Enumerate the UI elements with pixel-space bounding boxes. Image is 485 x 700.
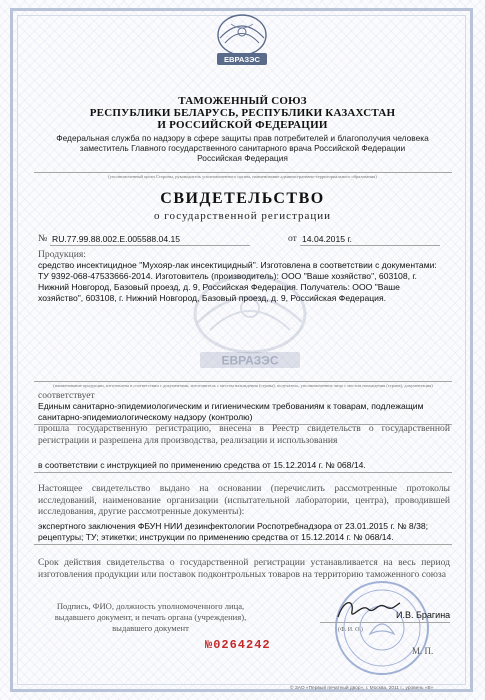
- basis-text: Настоящее свидетельство выдано на основании (перечислить рассмотренные протоколы исследований, наименование организации (испытательной лаборатории, центра), проводившей исследования, другие рассмотренные документы):: [38, 483, 450, 517]
- agency-caption: (уполномоченный орган Стороны, руководитель уполномоченного органа, наименование административно-территориального образования): [108, 174, 377, 179]
- signatory-caption: (Ф. И. О.): [338, 627, 363, 633]
- header-republics: РЕСПУБЛИКИ БЕЛАРУСЬ, РЕСПУБЛИКИ КАЗАХСТАН: [89, 107, 396, 119]
- signatory-name: И.В. Брагина: [396, 610, 451, 620]
- agency-line-2: заместитель Главного государственного санитарного врача Российской Федерации: [79, 143, 406, 153]
- compliance-line-2: санитарно-эпидемиологическому надзору (контролю): [38, 412, 253, 422]
- product-line-3: Нижний Новгород, Базовый проезд, д. 9, Российская Федерация. Получатель: ООО "Ваше: [38, 282, 400, 292]
- eurasec-emblem: [211, 10, 273, 68]
- validity-text: Срок действия свидетельства о государственной регистрации устанавливается на весь период изготовления продукции или поставок подконтрольных товаров на территорию таможенного союза: [38, 557, 450, 580]
- passed-text: прошла государственную регистрацию, внесена в Реестр свидетельств о государственной регистрации и разрешена для производства, реализации и использования: [38, 423, 450, 446]
- seal-place: М. П.: [412, 646, 434, 656]
- watermark-text: ЕВРАЗЭС: [221, 353, 279, 368]
- compliance-line-1: Единым санитарно-эпидемиологическим и гигиеническим требованиям к товарам, подлежащим: [38, 401, 424, 411]
- agency-line-1: Федеральная служба по надзору в сфере защиты прав потребителей и благополучия человека: [56, 133, 429, 143]
- product-line-1: средство инсектицидное "Мухояр-лак инсектицидный". Изготовлена в соответствии с документами:: [38, 260, 437, 270]
- basis-line-1: экспертного заключения ФБУН НИИ дезинфектологии Роспотребнадзора от 23.01.2015 г. № 8/38;: [38, 521, 429, 531]
- passed-instruction: в соответствии с инструкцией по применению средства от 15.12.2014 г. № 068/14.: [38, 460, 366, 470]
- compliance-label: соответствует: [38, 390, 95, 401]
- agency-line-3: Российская Федерация: [197, 153, 288, 163]
- date-label: от: [288, 233, 297, 244]
- signature-mark: [334, 595, 404, 625]
- signature-label: Подпись, ФИО, должность уполномоченного лица, выдавшего документ, и печать органа (учреждения), выдавшего документ: [54, 601, 247, 633]
- header-union: ТАМОЖЕННЫЙ СОЮЗ: [178, 95, 307, 107]
- product-label: Продукция:: [38, 249, 86, 260]
- number-label: №: [38, 233, 48, 244]
- product-line-4: хозяйство", 603108, г. Нижний Новгород, Базовый проезд, д. 9, Российская Федерация.: [38, 293, 387, 303]
- product-caption: (наименование продукции, изготовлена в соответствии с документами, изготовитель с местом нахождения (страна), получатель, уполномоченное лицо с местом нахождения (страна), документация): [53, 383, 433, 388]
- document-title: СВИДЕТЕЛЬСТВО: [160, 190, 325, 207]
- basis-line-2: рецептуры; ТУ; этикетки; инструкции по применению средства от 15.12.2014 г. № 068/14.: [38, 532, 394, 542]
- registration-date: 14.04.2015 г.: [302, 234, 352, 244]
- eurasec-watermark: [180, 272, 320, 370]
- header-federation: И РОССИЙСКОЙ ФЕДЕРАЦИИ: [157, 119, 328, 131]
- product-line-2: ТУ 9392-068-47533666-2014. Изготовитель (производитель): ООО "Ваше хозяйство", 603108, г.: [38, 271, 417, 281]
- emblem-text: ЕВРАЗЭС: [223, 55, 261, 64]
- document-subtitle: о государственной регистрации: [153, 210, 332, 222]
- registration-number: RU.77.99.88.002.Е.005588.04.15: [52, 234, 181, 244]
- serial-number: №0264242: [205, 638, 271, 652]
- printer-imprint: © ЗАО «Первый печатный двор», г. Москва, 2011 г., уровень «В»: [290, 686, 434, 691]
